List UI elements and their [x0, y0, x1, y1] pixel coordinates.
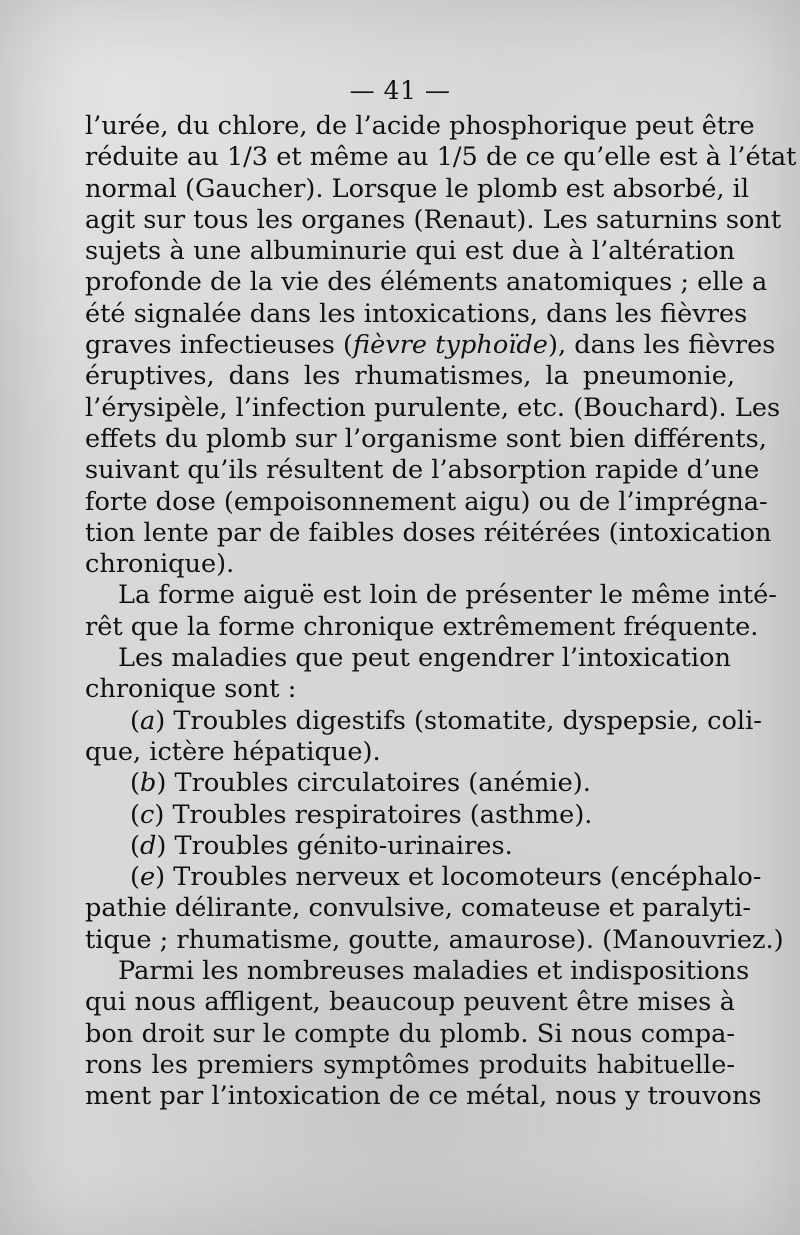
text-line	[85, 768, 735, 799]
text-line	[85, 831, 735, 862]
text-line: qui nous affligent, beaucoup peuvent être mises à	[85, 987, 735, 1018]
text-line: tion lente par de faibles doses réitérées (intoxication	[85, 517, 772, 548]
text-line: été signalée dans les intoxications, dans les fièvres	[85, 298, 748, 329]
text-line	[85, 705, 762, 737]
text-line: Parmi les nombreuses maladies et indispositions	[118, 956, 750, 987]
text-line: agit sur tous les organes (Renaut). Les saturnins sont	[85, 204, 782, 235]
body-text	[85, 111, 797, 1113]
text-segment: (	[130, 830, 140, 861]
text-line: éruptives, dans les rhumatismes, la pneumonie,	[85, 361, 735, 392]
italic-text: a	[140, 705, 156, 736]
page-number: — 41 —	[349, 76, 451, 105]
text-line: rêt que la forme chronique extrêmement fréquente.	[85, 611, 759, 642]
text-line	[85, 330, 776, 361]
text-line: normal (Gaucher). Lorsque le plomb est absorbé, il	[85, 173, 750, 204]
text-line: sujets à une albuminurie qui est due à l’altération	[85, 236, 735, 267]
text-segment: ) Troubles respiratoires (asthme).	[154, 799, 593, 830]
italic-text: c	[140, 799, 155, 830]
text-segment: ) Troubles nerveux et locomoteurs (encéphalo-	[155, 862, 762, 893]
text-line: ment par l’intoxication de ce métal, nous y trouvons	[85, 1081, 762, 1112]
text-line: l’érysipèle, l’infection purulente, etc. (Bouchard). Les	[85, 392, 781, 423]
text-line: pathie délirante, convulsive, comateuse et paralyti-	[85, 893, 752, 924]
text-line: forte dose (empoisonnement aigu) ou de l’imprégna-	[85, 486, 768, 517]
italic-text: b	[140, 768, 157, 799]
text-segment: ) Troubles digestifs (stomatite, dyspepsie, coli-	[155, 705, 762, 736]
text-line: effets du plomb sur l’organisme sont bien différents,	[85, 423, 767, 454]
text-line: La forme aiguë est loin de présenter le même inté-	[118, 580, 777, 611]
text-segment: ), dans les fièvres	[547, 330, 776, 361]
text-segment: ) Troubles génito-urinaires.	[156, 830, 513, 861]
text-segment: (	[130, 768, 140, 799]
text-line: que, ictère hépatique).	[85, 736, 381, 767]
text-line: profonde de la vie des éléments anatomiques ; elle a	[85, 267, 768, 298]
text-segment: (	[130, 705, 140, 736]
text-line: l’urée, du chlore, de l’acide phosphorique peut être	[85, 111, 755, 141]
text-line	[85, 862, 762, 893]
text-segment: (	[130, 799, 140, 830]
text-line: bon droit sur le compte du plomb. Si nous compa-	[85, 1018, 735, 1049]
text-line: suivant qu’ils résultent de l’absorption rapide d’une	[85, 455, 760, 486]
text-line: Les maladies que peut engendrer l’intoxication	[118, 643, 731, 674]
text-line: chronique).	[85, 549, 235, 580]
italic-text: d	[140, 830, 157, 861]
text-line: chronique sont :	[85, 674, 297, 705]
text-segment: graves infectieuses (	[85, 330, 354, 361]
text-line: tique ; rhumatisme, goutte, amaurose). (Manouvriez.)	[85, 924, 784, 955]
text-line	[85, 800, 735, 831]
text-segment: ) Troubles circulatoires (anémie).	[156, 768, 591, 799]
text-line: rons les premiers symptômes produits habituelle-	[85, 1049, 735, 1080]
text-line: réduite au 1/3 et même au 1/5 de ce qu’elle est à l’état	[85, 142, 797, 173]
italic-text: e	[140, 862, 156, 893]
text-segment: (	[130, 862, 140, 893]
italic-text: fièvre typhoïde	[353, 330, 548, 361]
